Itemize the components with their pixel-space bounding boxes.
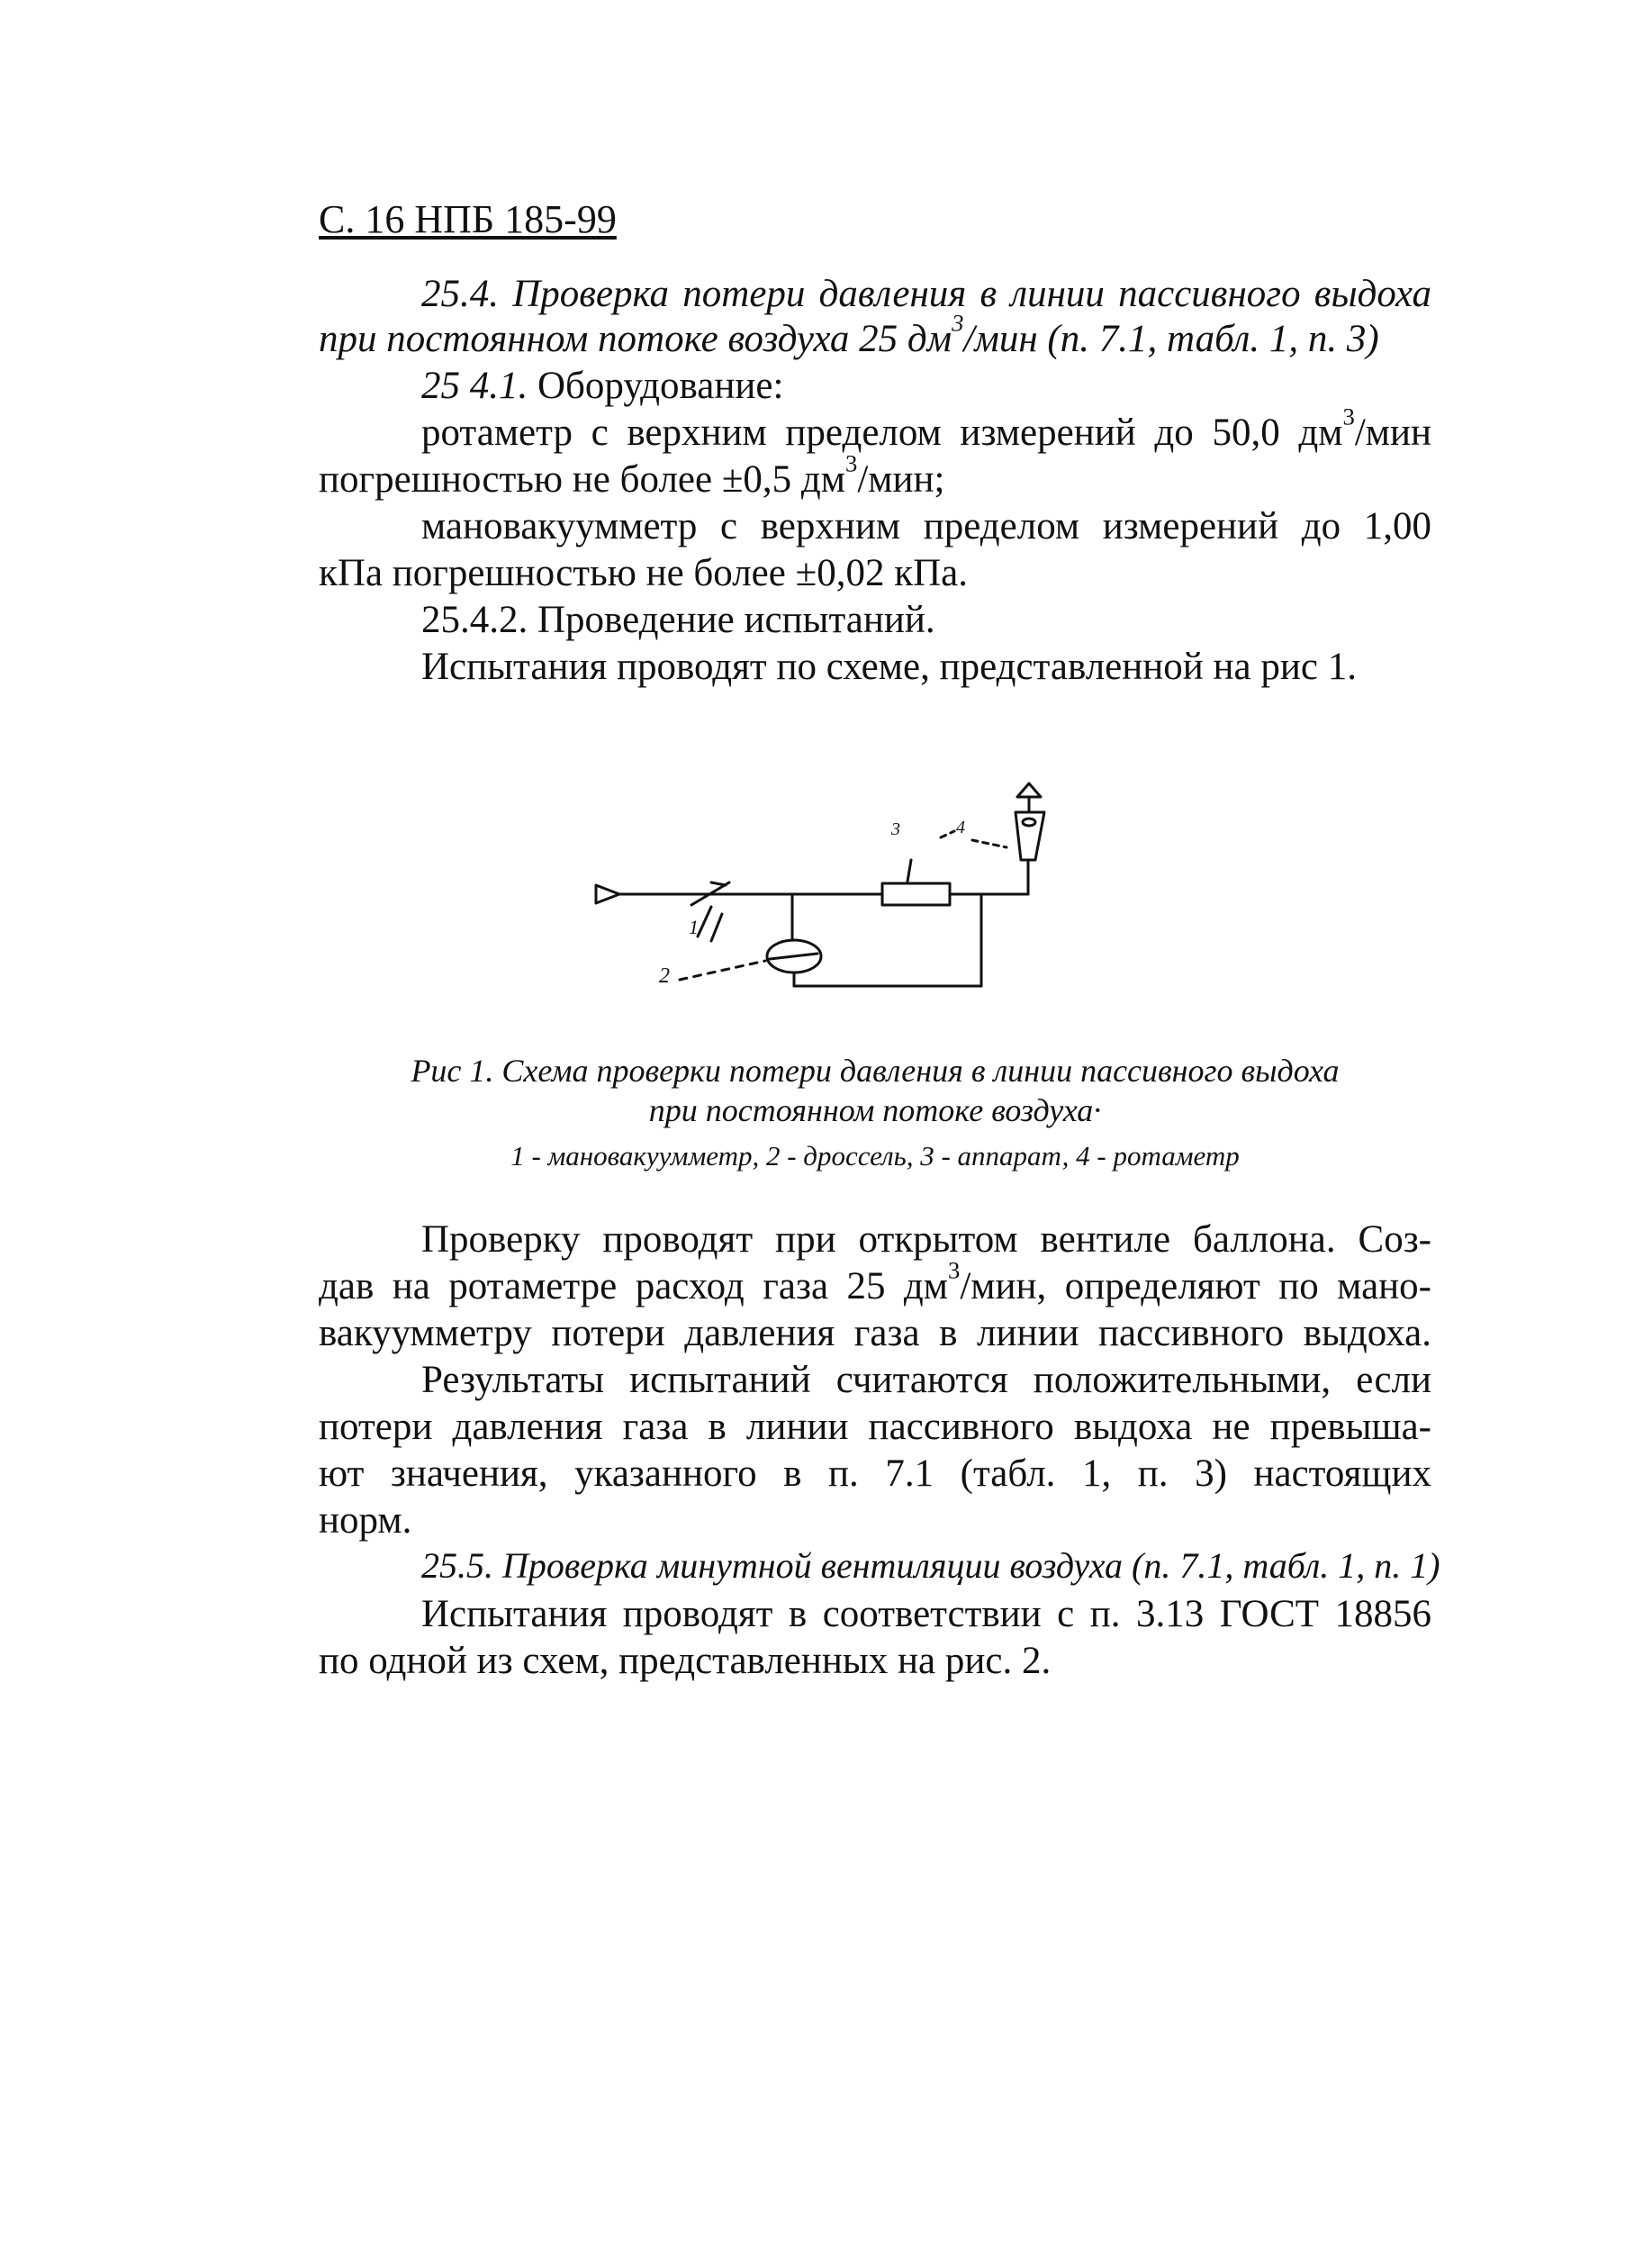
text: погрешностью не более ±0,5 дм bbox=[319, 458, 846, 501]
schematic-svg bbox=[585, 770, 1089, 1018]
text: /мин bbox=[1354, 412, 1431, 454]
rotameter-line2 bbox=[319, 449, 945, 501]
figure-legend: 1 - мановакуумметр, 2 - дроссель, 3 - аппарат, 4 - ротаметр bbox=[510, 1140, 1240, 1172]
exhaust-arrow-icon bbox=[1017, 783, 1041, 797]
throttle-slash bbox=[711, 882, 726, 885]
subsection-25-4-1 bbox=[421, 366, 783, 405]
text: /мин; bbox=[857, 458, 945, 501]
title-text: при постоянном потоке воздуха 25 дм bbox=[319, 318, 952, 360]
subsection-25-4-2: 25.4.2. Проведение испытаний. bbox=[421, 599, 935, 641]
figure-caption-line2: при постоянном потоке воздуха· bbox=[648, 1092, 1102, 1128]
subsection-number: 25 4.1. bbox=[421, 365, 528, 407]
leader-line-1 bbox=[698, 907, 711, 936]
superscript: 3 bbox=[952, 309, 964, 337]
tests-scheme-line: Испытания проводят по схеме, представленной на рис 1. bbox=[421, 646, 1357, 688]
text: дав на ротаметре расход газа 25 дм bbox=[319, 1265, 948, 1307]
label-2: 2 bbox=[659, 964, 670, 988]
title-text: /мин (п. 7.1, табл. 1, п. 3) bbox=[963, 318, 1379, 360]
page-header: С. 16 НПБ 185-99 bbox=[319, 197, 617, 241]
paragraph2-line3: ют значения, указанного в п. 7.1 (табл. 1, п. 3) настоящих bbox=[319, 1452, 1431, 1495]
paragraph2-line2: потери давления газа в линии пассивного выдоха не превыша- bbox=[319, 1406, 1431, 1448]
section-25-5-title: 25.5. Проверка минутной вентиляции воздуха (п. 7.1, табл. 1, п. 1) bbox=[421, 1545, 1440, 1586]
text: ротаметр с верхним пределом измерений до 50,0 дм bbox=[421, 412, 1343, 454]
manometer-line2: кПа погрешностью не более ±0,02 кПа. bbox=[319, 552, 968, 594]
manometer-needle bbox=[770, 954, 817, 959]
label-1: 1 bbox=[689, 916, 699, 938]
leader-line-4 bbox=[941, 831, 954, 837]
leader-line-2 bbox=[680, 961, 765, 980]
superscript: 3 bbox=[1342, 403, 1355, 430]
leader-line-3 bbox=[907, 860, 911, 882]
apparatus-icon bbox=[882, 883, 950, 905]
paragraph2-line1: Результаты испытаний считаются положительными, если bbox=[421, 1359, 1431, 1401]
section-25-5-line2: по одной из схем, представленных на рис. 2. bbox=[319, 1640, 1052, 1682]
paragraph2-line4: норм. bbox=[319, 1499, 412, 1542]
paragraph1-line2 bbox=[319, 1256, 1431, 1307]
manometer-line1: мановакуумметр с верхним пределом измерений до 1,00 bbox=[421, 505, 1431, 547]
rotameter-float bbox=[1023, 819, 1035, 826]
leader-line-4 bbox=[972, 840, 1007, 847]
superscript: 3 bbox=[948, 1256, 961, 1284]
section-25-4-title-line2 bbox=[319, 309, 1379, 360]
text: /мин, определяют по мано- bbox=[960, 1265, 1431, 1307]
section-25-5-line1: Испытания проводят в соответствии с п. 3.13 ГОСТ 18856 bbox=[421, 1593, 1431, 1635]
leader-line-1 bbox=[711, 914, 722, 941]
section-25-4-title-line1: 25.4. Проверка потери давления в линии пассивного выдоха bbox=[421, 273, 1431, 315]
rotameter-line1 bbox=[421, 403, 1431, 454]
paragraph1-line3: вакуумметру потери давления газа в линии пассивного выдоха. bbox=[319, 1312, 1431, 1354]
superscript: 3 bbox=[845, 449, 858, 477]
paragraph1-line1: Проверку проводят при открытом вентиле баллона. Соз- bbox=[421, 1218, 1431, 1261]
figure-1-schematic bbox=[585, 770, 1089, 1018]
label-3: 3 bbox=[891, 819, 900, 839]
label-4: 4 bbox=[956, 818, 965, 837]
input-arrow-icon bbox=[596, 885, 619, 903]
subsection-text: Оборудование: bbox=[537, 365, 784, 407]
figure-caption-line1: Рис 1. Схема проверки потери давления в линии пассивного выдоха bbox=[411, 1053, 1340, 1089]
